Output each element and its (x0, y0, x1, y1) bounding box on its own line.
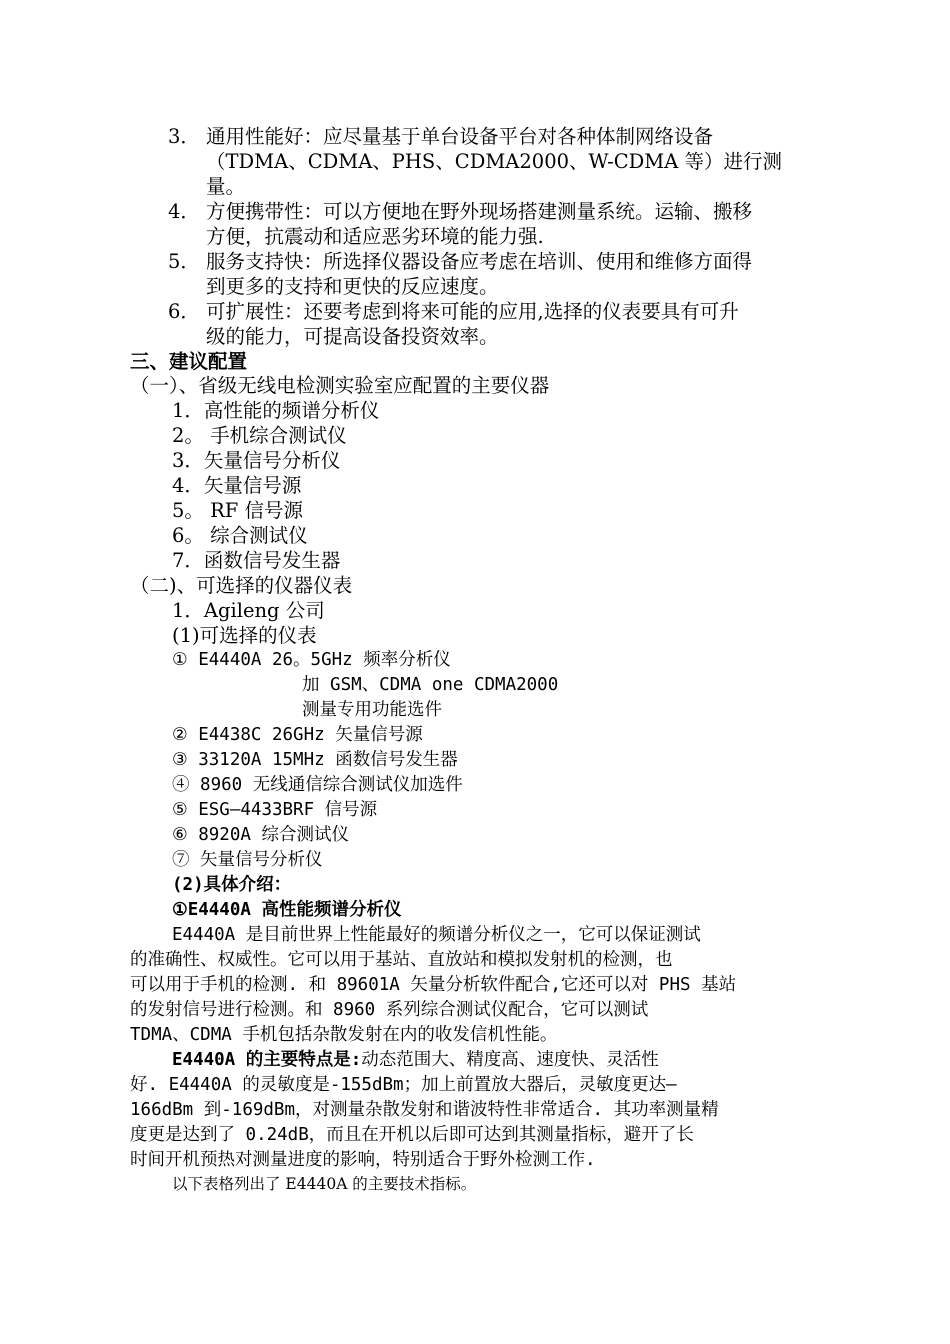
criterion-3-line-2: （TDMA、CDMA、PHS、CDMA2000、W-CDMA 等）进行测 (206, 150, 783, 173)
section-3-heading: 三、建议配置 (130, 350, 248, 373)
para2-line-5: 时间开机预热对测量进度的影响，特别适合于野外检测工作. (130, 1150, 596, 1170)
instrument-item-5: ⑤ ESG—4433BRF 信号源 (172, 800, 378, 820)
e4440a-heading: ①E4440A 高性能频谱分析仪 (172, 900, 402, 920)
sub1-item-5: 5。 RF 信号源 (172, 499, 304, 522)
criterion-3-line-3: 量。 (206, 175, 246, 198)
para1-line-1: E4440A 是目前世界上性能最好的频谱分析仪之一，它可以保证测试 (172, 925, 701, 945)
instrument-item-7: ⑦ 矢量信号分析仪 (172, 850, 323, 870)
criterion-4-line-2: 方便，抗震动和适应恶劣环境的能力强. (206, 225, 544, 248)
criterion-4-line-1: 4． 方便携带性：可以方便地在野外现场搭建测量系统。运输、搬移 (168, 200, 753, 223)
para1-line-5: TDMA、CDMA 手机包括杂散发射在内的收发信机性能。 (130, 1025, 558, 1045)
instrument-item-3: ③ 33120A 15MHz 函数信号发生器 (172, 750, 458, 770)
para2-line-1 (172, 1048, 659, 1073)
subsection-1-heading: （一）、省级无线电检测实验室应配置的主要仪器 (130, 374, 550, 397)
company-heading: 1．Agileng 公司 (172, 599, 325, 622)
sub1-item-4: 4．矢量信号源 (172, 474, 302, 497)
sub1-item-3: 3．矢量信号分析仪 (172, 449, 341, 472)
instrument-item-2: ② E4438C 26GHz 矢量信号源 (172, 725, 423, 745)
criterion-6-line-2: 级的能力，可提高设备投资效率。 (206, 325, 499, 348)
para2-line-2: 好. E4440A 的灵敏度是-155dBm；加上前置放大器后，灵敏度更达— (130, 1075, 677, 1095)
subsection-2-heading: （二)、可选择的仪器仪表 (130, 574, 353, 597)
sub1-item-7: 7．函数信号发生器 (172, 549, 341, 572)
criterion-5-line-1: 5． 服务支持快：所选择仪器设备应考虑在培训、使用和维修方面得 (168, 250, 753, 273)
para1-line-3: 可以用于手机的检测. 和 89601A 矢量分析软件配合,它还可以对 PHS 基站 (130, 975, 737, 995)
para1-line-2: 的准确性、权威性。它可以用于基站、直放站和模拟发射机的检测，也 (130, 950, 673, 970)
para1-line-4: 的发射信号进行检测。和 8960 系列综合测试仪配合，它可以测试 (130, 1000, 649, 1020)
criterion-5-line-2: 到更多的支持和更快的反应速度。 (206, 275, 499, 298)
instrument-item-4: ④ 8960 无线通信综合测试仪加选件 (172, 775, 463, 795)
optional-instruments-heading: (1)可选择的仪表 (172, 624, 317, 647)
instrument-item-1-cont-2: 测量专用功能选件 (302, 700, 442, 720)
sub1-item-2: 2。 手机综合测试仪 (172, 424, 347, 447)
instrument-item-6: ⑥ 8920A 综合测试仪 (172, 825, 349, 845)
para2-line-4: 度更是达到了 0.24dB，而且在开机以后即可达到其测量指标，避开了长 (130, 1125, 694, 1145)
criterion-3-line-1: 3． 通用性能好：应尽量基于单台设备平台对各种体制网络设备 (168, 125, 714, 148)
table-note: 以下表格列出了 E4440A 的主要技术指标。 (172, 1175, 477, 1193)
instrument-item-1-cont-1: 加 GSM、CDMA one CDMA2000 (302, 675, 559, 695)
detail-intro-heading: (2)具体介绍： (172, 875, 292, 895)
instrument-item-1: ① E4440A 26。5GHz 频率分析仪 (172, 650, 451, 670)
sub1-item-6: 6。 综合测试仪 (172, 524, 308, 547)
criterion-6-line-1: 6． 可扩展性：还要考虑到将来可能的应用,选择的仪表要具有可升 (168, 300, 739, 323)
sub1-item-1: 1．高性能的频谱分析仪 (172, 399, 380, 422)
para2-line-3: 166dBm 到-169dBm，对测量杂散发射和谐波特性非常适合. 其功率测量精 (130, 1100, 719, 1120)
para2-bold-lead: E4440A 的主要特点是: (172, 1050, 362, 1070)
para2-first-rest: 动态范围大、精度高、速度快、灵活性 (361, 1050, 659, 1070)
